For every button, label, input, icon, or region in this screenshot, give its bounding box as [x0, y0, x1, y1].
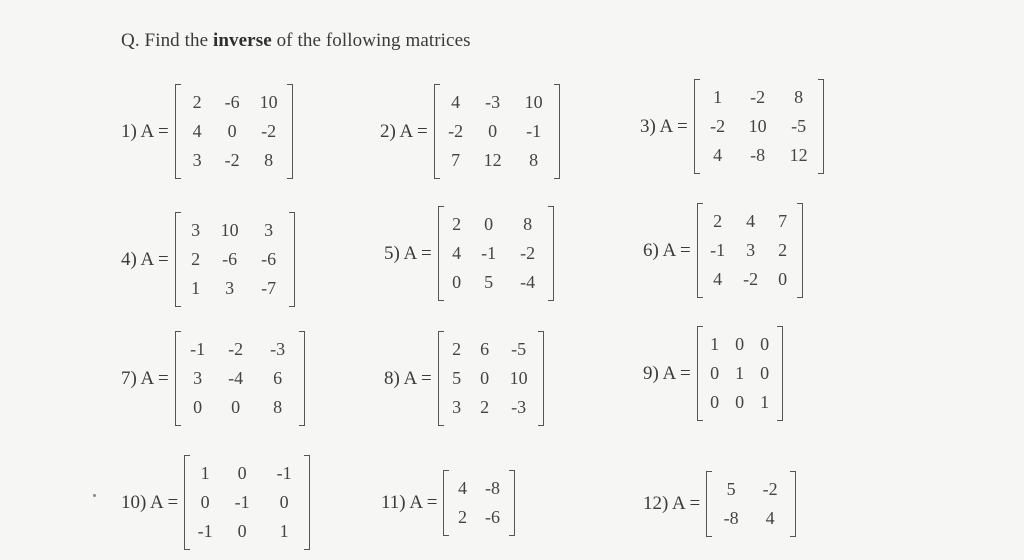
matrix-cell: 0 [760, 334, 770, 354]
matrix-cell: 0 [778, 269, 788, 289]
question-prefix: Q. Find the [121, 30, 213, 51]
problem-label: 3) A = [640, 115, 688, 137]
matrix [175, 212, 295, 307]
question-suffix: of the following matrices [271, 30, 471, 51]
matrix-cell: -4 [520, 272, 536, 292]
matrix-cell: -5 [791, 116, 807, 136]
matrix-cell: 0 [760, 363, 770, 383]
matrix-cell: 4 [765, 508, 775, 528]
matrix-cell: 0 [710, 363, 720, 383]
matrix-cell: -7 [261, 278, 277, 298]
matrix-cell: 3 [192, 150, 202, 170]
matrix-cell: 8 [794, 87, 804, 107]
matrix-cell: -2 [448, 121, 464, 141]
matrix-cell: -2 [762, 479, 778, 499]
matrix-cell: -1 [481, 243, 497, 263]
matrix [438, 331, 544, 426]
problem-label: 1) A = [121, 120, 169, 142]
matrix-cell: 3 [264, 220, 274, 240]
matrix [706, 471, 796, 537]
matrix-cell: -2 [743, 269, 759, 289]
matrix-cell: 5 [452, 368, 462, 388]
problem-2 [380, 84, 560, 179]
matrix-cell: -3 [270, 339, 286, 359]
matrix [184, 455, 310, 550]
matrix-cell: 4 [457, 478, 467, 498]
matrix-cell: 0 [193, 397, 203, 417]
matrix-cell: 12 [483, 150, 502, 170]
matrix-cell: 6 [273, 368, 283, 388]
matrix-cell: 0 [227, 121, 237, 141]
matrix-cell: -8 [484, 478, 500, 498]
matrix-cell: 2 [452, 339, 462, 359]
matrix-cell: 7 [778, 211, 788, 231]
matrix-cell: 0 [200, 492, 210, 512]
matrix-cell: 8 [273, 397, 283, 417]
problem-label: 2) A = [380, 120, 428, 142]
matrix [434, 84, 560, 179]
matrix-cell: 2 [778, 240, 788, 260]
matrix-cell: -1 [190, 339, 206, 359]
matrix-cell: 0 [237, 463, 247, 483]
problem-1 [121, 84, 293, 179]
matrix-cell: 8 [523, 214, 533, 234]
matrix-cell: 0 [231, 397, 241, 417]
matrix-cell: 0 [279, 492, 289, 512]
matrix [697, 326, 783, 421]
matrix-cell: -2 [710, 116, 726, 136]
matrix-cell: 4 [713, 145, 723, 165]
problem-label: 4) A = [121, 248, 169, 270]
matrix-cell: -1 [234, 492, 250, 512]
matrix-cell: 0 [710, 392, 720, 412]
matrix-cell: 4 [452, 243, 462, 263]
matrix-cell: -1 [710, 240, 726, 260]
matrix [175, 331, 305, 426]
matrix-cell: 3 [191, 220, 201, 240]
problem-7 [121, 331, 305, 426]
matrix-cell: 2 [192, 92, 202, 112]
matrix-cell: -6 [261, 249, 277, 269]
matrix-cell: 2 [191, 249, 201, 269]
matrix-cell: -1 [526, 121, 542, 141]
problem-label: 9) A = [643, 362, 691, 384]
stray-dot [93, 494, 96, 497]
matrix [438, 206, 554, 301]
question-bold-word: inverse [212, 30, 272, 51]
matrix-cell: 10 [220, 220, 239, 240]
matrix-cell: -4 [228, 368, 244, 388]
problem-11 [381, 470, 515, 536]
matrix-cell: 0 [237, 521, 247, 541]
matrix-cell: -2 [750, 87, 766, 107]
matrix-cell: 4 [192, 121, 202, 141]
problem-12 [643, 471, 796, 537]
problem-label: 5) A = [384, 242, 432, 264]
matrix-cell: 10 [748, 116, 767, 136]
matrix-cell: 0 [452, 272, 462, 292]
problem-label: 8) A = [384, 367, 432, 389]
problem-10 [121, 455, 310, 550]
matrix-cell: 2 [480, 397, 490, 417]
matrix [697, 203, 803, 298]
matrix-cell: -1 [197, 521, 213, 541]
matrix-cell: 7 [451, 150, 461, 170]
problem-label: 10) A = [121, 491, 179, 513]
matrix-cell: -2 [261, 121, 277, 141]
matrix-cell: 1 [713, 87, 723, 107]
matrix-cell: 10 [259, 92, 278, 112]
matrix-cell: 1 [710, 334, 720, 354]
matrix-cell: -8 [723, 508, 739, 528]
matrix-cell: -6 [222, 249, 238, 269]
matrix-cell: 1 [279, 521, 289, 541]
matrix [443, 470, 515, 536]
question-text [121, 30, 471, 52]
matrix-cell: 3 [225, 278, 235, 298]
matrix-cell: 4 [713, 269, 723, 289]
matrix-cell: -8 [750, 145, 766, 165]
matrix-cell: -2 [520, 243, 536, 263]
matrix-cell: 3 [746, 240, 756, 260]
problem-6 [643, 203, 803, 298]
matrix-cell: -2 [228, 339, 244, 359]
matrix-cell: 2 [713, 211, 723, 231]
matrix-cell: -6 [484, 507, 500, 527]
matrix-cell: -2 [224, 150, 240, 170]
matrix-cell: 3 [193, 368, 203, 388]
matrix-cell: 5 [484, 272, 494, 292]
matrix-cell: 0 [735, 392, 745, 412]
problem-4 [121, 212, 295, 307]
matrix [175, 84, 293, 179]
matrix-cell: 10 [509, 368, 528, 388]
matrix-cell: 2 [452, 214, 462, 234]
matrix [694, 79, 824, 174]
matrix-cell: 5 [726, 479, 736, 499]
problem-label: 11) A = [381, 492, 438, 513]
matrix-cell: 0 [480, 368, 490, 388]
matrix-cell: 10 [524, 92, 543, 112]
problem-5 [384, 206, 554, 301]
matrix-cell: -6 [224, 92, 240, 112]
problem-9 [643, 326, 783, 421]
matrix-cell: -3 [485, 92, 501, 112]
matrix-cell: 12 [789, 145, 808, 165]
matrix-cell: 8 [264, 150, 274, 170]
matrix-cell: 0 [735, 334, 745, 354]
problem-8 [384, 331, 544, 426]
matrix-cell: 1 [760, 392, 770, 412]
matrix-cell: 6 [480, 339, 490, 359]
matrix-cell: 1 [735, 363, 745, 383]
matrix-cell: 4 [746, 211, 756, 231]
matrix-cell: 0 [488, 121, 498, 141]
matrix-cell: -1 [276, 463, 292, 483]
matrix-cell: -3 [511, 397, 527, 417]
problem-3 [640, 79, 824, 174]
matrix-cell: 1 [200, 463, 210, 483]
matrix-cell: 1 [191, 278, 201, 298]
problem-label: 12) A = [643, 493, 701, 514]
matrix-cell: 3 [452, 397, 462, 417]
matrix-cell: 0 [484, 214, 494, 234]
problem-label: 6) A = [643, 239, 691, 261]
problem-label: 7) A = [121, 367, 169, 389]
matrix-cell: 4 [451, 92, 461, 112]
matrix-cell: 2 [457, 507, 467, 527]
matrix-cell: 8 [529, 150, 539, 170]
matrix-cell: -5 [511, 339, 527, 359]
